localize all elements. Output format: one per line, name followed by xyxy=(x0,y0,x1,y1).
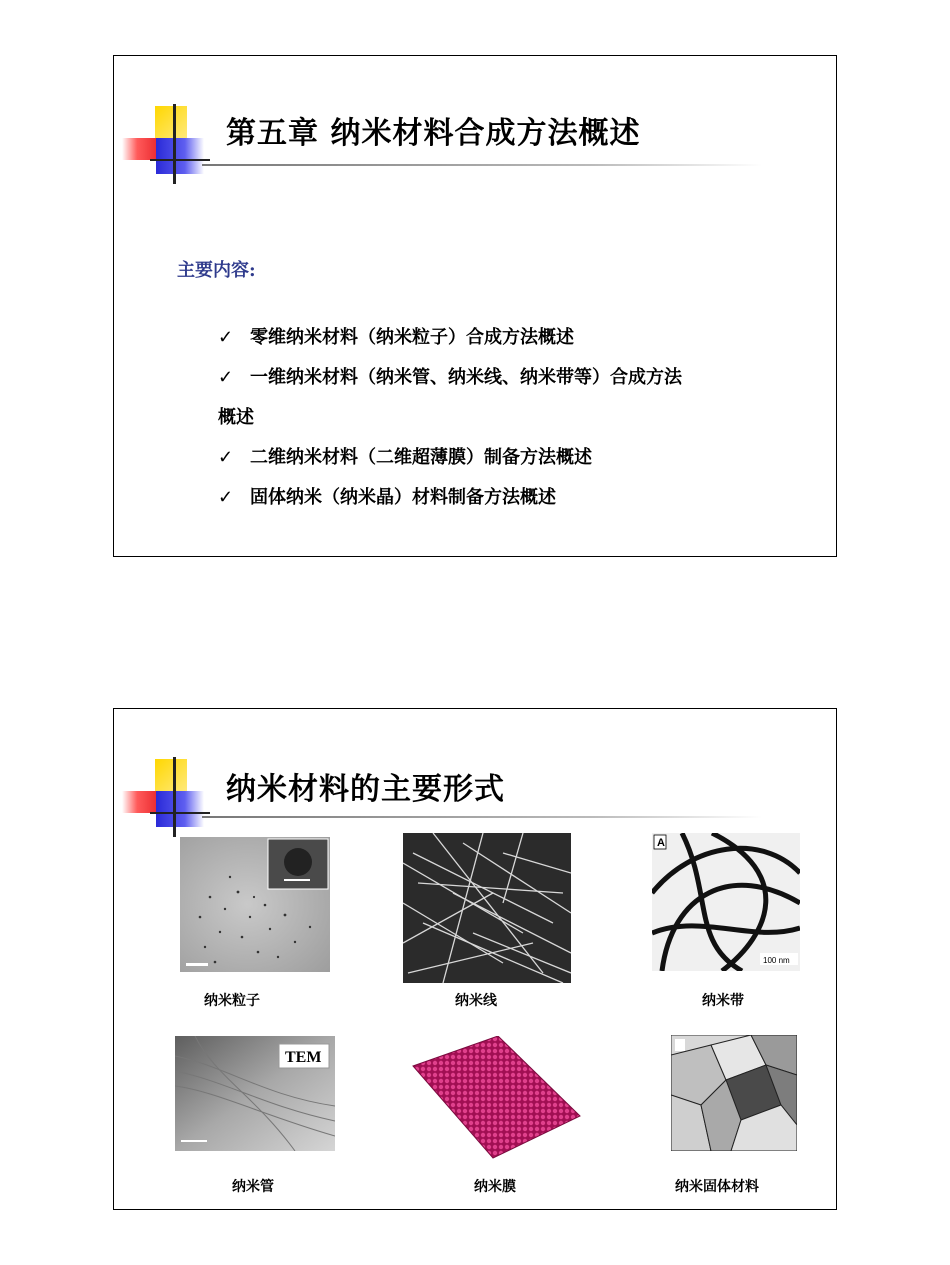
list-item xyxy=(218,478,808,518)
nanocrystalline-solid-image xyxy=(671,1035,797,1151)
nanotube-tem-image xyxy=(175,1036,335,1151)
image-caption: 纳米管 xyxy=(232,1179,274,1195)
nanoparticle-tem-image xyxy=(180,837,330,972)
title-divider xyxy=(202,816,762,818)
checkmark-icon: ✓ xyxy=(218,487,234,508)
nanowire-sem-image xyxy=(403,833,571,983)
list-item-text: 二维纳米材料（二维超薄膜）制备方法概述 xyxy=(250,447,592,468)
image-caption: 纳米粒子 xyxy=(204,993,260,1009)
checkmark-icon: ✓ xyxy=(218,367,234,388)
list-item-text: 一维纳米材料（纳米管、纳米线、纳米带等）合成方法 xyxy=(250,367,682,388)
image-caption: 纳米线 xyxy=(455,993,497,1009)
slide-1 xyxy=(113,55,837,557)
list-item xyxy=(218,438,808,478)
contents-list xyxy=(218,318,808,518)
image-caption: 纳米膜 xyxy=(474,1179,516,1195)
list-item xyxy=(218,358,808,438)
checkmark-icon: ✓ xyxy=(218,447,234,468)
panel-label: A xyxy=(657,837,665,849)
checkmark-icon: ✓ xyxy=(218,327,234,348)
list-item-text: 零维纳米材料（纳米粒子）合成方法概述 xyxy=(250,327,574,348)
slide-title: 纳米材料的主要形式 xyxy=(226,772,505,807)
panel-label: TEM xyxy=(285,1049,322,1066)
scale-label: 100 nm xyxy=(763,956,790,965)
list-item xyxy=(218,318,808,358)
contents-heading: 主要内容: xyxy=(177,260,256,281)
slide-logo-icon xyxy=(122,106,212,186)
image-caption: 纳米带 xyxy=(702,993,744,1009)
image-caption: 纳米固体材料 xyxy=(675,1179,759,1195)
slide-logo-icon xyxy=(122,759,212,839)
nanobelt-image xyxy=(652,833,800,971)
nanofilm-3d-image xyxy=(408,1036,583,1161)
slide-2 xyxy=(113,708,837,1210)
title-divider xyxy=(202,164,762,166)
list-item-text-continuation: 概述 xyxy=(218,407,254,428)
slide-title: 第五章 纳米材料合成方法概述 xyxy=(226,116,641,151)
list-item-text: 固体纳米（纳米晶）材料制备方法概述 xyxy=(250,487,556,508)
